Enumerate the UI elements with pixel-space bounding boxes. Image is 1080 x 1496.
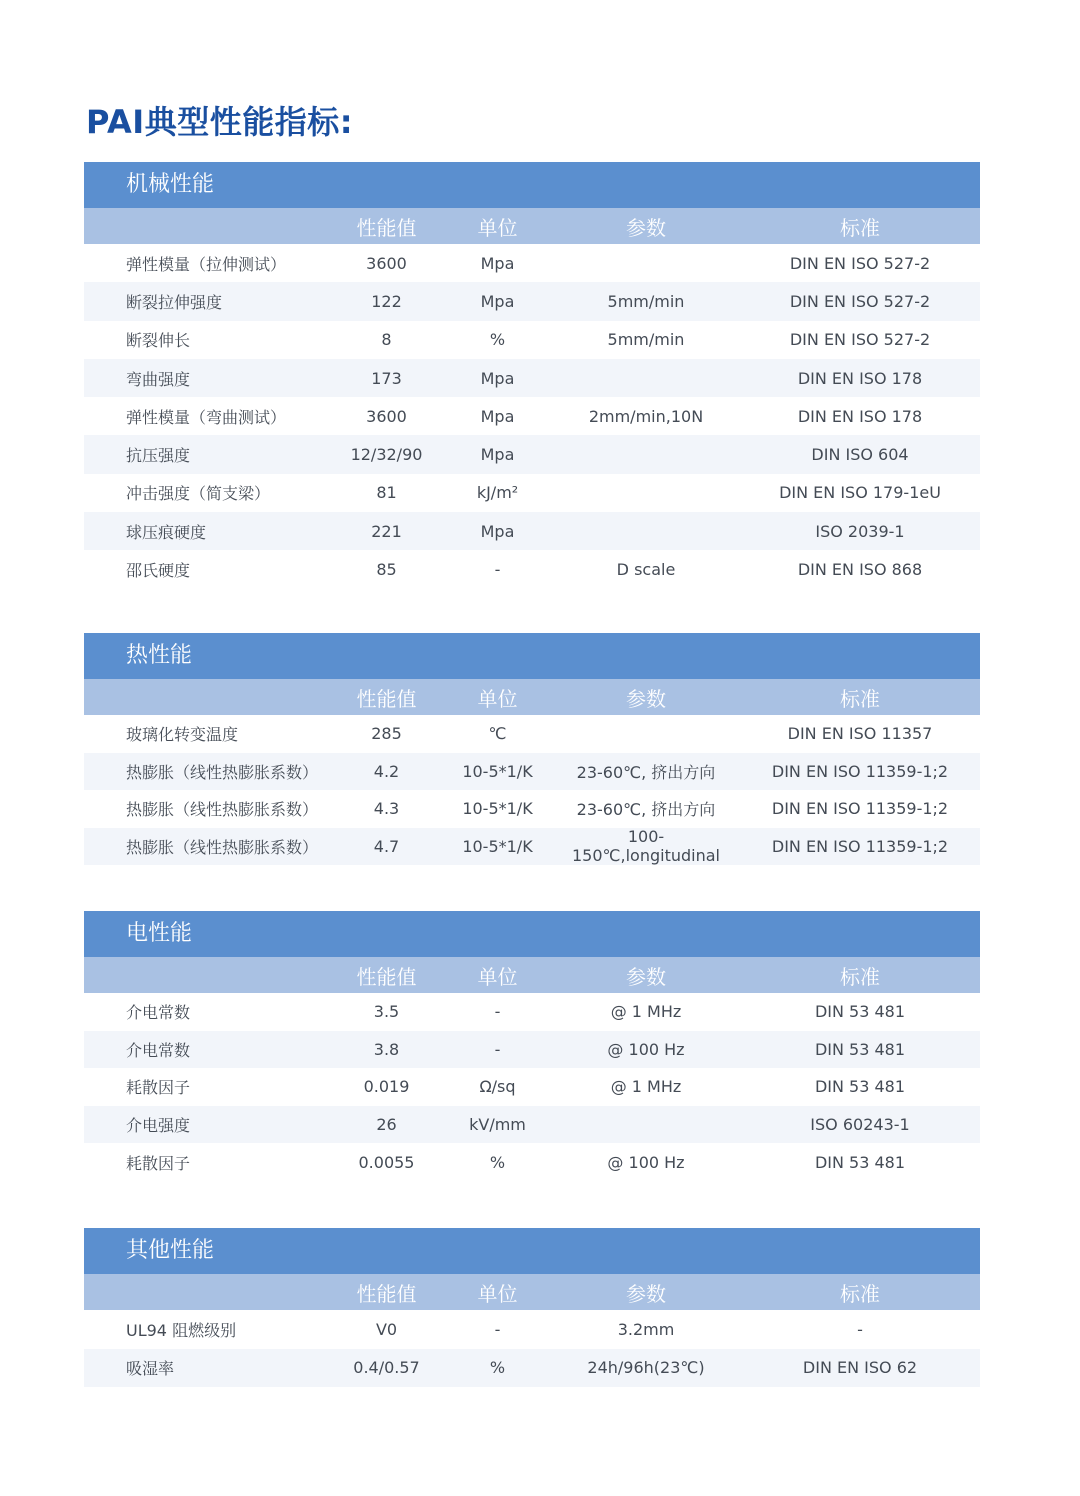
property-name: 热膨胀（线性热膨胀系数） <box>126 800 319 820</box>
standard-cell: DIN 53 481 <box>814 1152 906 1172</box>
unit-cell: ℃ <box>488 724 507 744</box>
unit-cell: kV/mm <box>469 1115 526 1135</box>
standard-cell: ISO 60243-1 <box>810 1115 910 1135</box>
table-row <box>84 1310 980 1349</box>
column-header: 参数 <box>626 686 666 711</box>
standard-cell: DIN EN ISO 527-2 <box>789 291 931 311</box>
unit-cell: Mpa <box>480 445 515 465</box>
table-row <box>84 1349 980 1388</box>
value-cell: 3600 <box>366 253 407 273</box>
value-cell: 4.3 <box>373 799 400 819</box>
parameter-cell: 100-150℃,longitudinal <box>572 827 720 866</box>
standard-cell: DIN EN ISO 11359-1;2 <box>771 799 949 819</box>
parameter-cell: @ 1 MHz <box>610 1077 682 1097</box>
column-header: 单位 <box>477 215 518 240</box>
property-name: 玻璃化转变温度 <box>126 725 239 745</box>
table-row <box>84 321 980 359</box>
table-row <box>84 244 980 282</box>
property-name: 抗压强度 <box>126 446 191 466</box>
unit-cell: 10-5*1/K <box>462 836 533 856</box>
standard-cell: DIN EN ISO 527-2 <box>789 330 931 350</box>
property-name: 弯曲强度 <box>126 369 191 389</box>
table-row <box>84 715 980 753</box>
column-header-row <box>84 957 980 993</box>
property-name: 介电强度 <box>126 1116 191 1136</box>
value-cell: 173 <box>371 368 402 388</box>
column-header: 性能值 <box>356 1281 417 1306</box>
unit-cell: Mpa <box>480 253 515 273</box>
value-cell: 85 <box>376 560 397 580</box>
property-name: 介电常数 <box>126 1003 191 1023</box>
parameter-cell: 23-60℃, 挤出方向 <box>576 800 716 820</box>
column-header-row <box>84 208 980 244</box>
unit-cell: Mpa <box>480 291 515 311</box>
unit-cell: kJ/m² <box>476 483 519 503</box>
standard-cell: DIN 53 481 <box>814 1077 906 1097</box>
property-name: 弹性模量（弯曲测试） <box>126 407 287 427</box>
value-cell: 26 <box>376 1115 397 1135</box>
value-cell: 221 <box>371 521 402 541</box>
column-header: 参数 <box>626 964 666 989</box>
property-name: 断裂伸长 <box>126 331 191 351</box>
table-row <box>84 1106 980 1144</box>
unit-cell: % <box>489 1152 506 1172</box>
property-name: 吸湿率 <box>126 1359 175 1379</box>
parameter-cell: 2mm/min,10N <box>588 406 704 426</box>
column-header: 性能值 <box>356 215 417 240</box>
property-name: 热膨胀（线性热膨胀系数） <box>126 762 319 782</box>
unit-cell: - <box>494 1319 501 1339</box>
parameter-cell: D scale <box>616 560 676 580</box>
standard-cell: ISO 2039-1 <box>815 521 905 541</box>
value-cell: 285 <box>371 724 402 744</box>
column-header: 标准 <box>840 1281 880 1306</box>
standard-cell: DIN EN ISO 527-2 <box>789 253 931 273</box>
parameter-cell: 5mm/min <box>607 330 685 350</box>
value-cell: 0.4/0.57 <box>353 1358 420 1378</box>
table-row <box>84 435 980 473</box>
unit-cell: Ω/sq <box>479 1077 516 1097</box>
table-row <box>84 790 980 828</box>
section-0 <box>84 162 980 589</box>
standard-cell: DIN EN ISO 178 <box>797 368 923 388</box>
unit-cell: Mpa <box>480 368 515 388</box>
standard-cell: DIN EN ISO 179-1eU <box>779 483 941 503</box>
unit-cell: % <box>489 1358 506 1378</box>
parameter-cell: 5mm/min <box>607 291 685 311</box>
property-name: 耗散因子 <box>126 1153 191 1173</box>
parameter-cell: 3.2mm <box>617 1319 675 1339</box>
value-cell: V0 <box>375 1319 398 1339</box>
value-cell: 4.7 <box>373 836 400 856</box>
value-cell: 0.0055 <box>358 1152 415 1172</box>
unit-cell: - <box>494 1002 501 1022</box>
column-header: 参数 <box>626 1281 666 1306</box>
standard-cell: DIN EN ISO 11357 <box>787 724 933 744</box>
table-row <box>84 753 980 791</box>
value-cell: 3.5 <box>373 1002 400 1022</box>
standard-cell: DIN EN ISO 62 <box>802 1358 918 1378</box>
property-name: 冲击强度（简支梁） <box>126 484 271 504</box>
parameter-cell: @ 100 Hz <box>607 1039 685 1059</box>
standard-cell: DIN EN ISO 11359-1;2 <box>771 836 949 856</box>
unit-cell: - <box>494 560 501 580</box>
table-row <box>84 359 980 397</box>
column-header-row <box>84 1274 980 1310</box>
standard-cell: - <box>857 1319 863 1339</box>
value-cell: 122 <box>371 291 402 311</box>
table-row <box>84 512 980 550</box>
column-header: 标准 <box>840 686 880 711</box>
column-header: 标准 <box>840 964 880 989</box>
section-title: 热性能 <box>84 633 980 679</box>
table-row <box>84 993 980 1031</box>
standard-cell: DIN 53 481 <box>814 1039 906 1059</box>
table-row <box>84 474 980 512</box>
section-title: 电性能 <box>84 911 980 957</box>
column-header: 参数 <box>626 215 666 240</box>
column-header: 性能值 <box>356 964 417 989</box>
page-title: PAI典型性能指标: <box>86 103 353 141</box>
property-name: 球压痕硬度 <box>126 522 207 542</box>
value-cell: 12/32/90 <box>350 445 423 465</box>
unit-cell: Mpa <box>480 521 515 541</box>
unit-cell: - <box>494 1039 501 1059</box>
section-title: 机械性能 <box>84 162 980 208</box>
unit-cell: 10-5*1/K <box>462 799 533 819</box>
value-cell: 0.019 <box>363 1077 410 1097</box>
property-name: 弹性模量（拉伸测试） <box>126 254 287 274</box>
standard-cell: DIN ISO 604 <box>811 445 909 465</box>
table-row <box>84 1143 980 1181</box>
value-cell: 8 <box>381 330 392 350</box>
property-name: 断裂拉伸强度 <box>126 292 223 312</box>
property-name: 介电常数 <box>126 1040 191 1060</box>
value-cell: 4.2 <box>373 761 400 781</box>
standard-cell: DIN EN ISO 868 <box>797 560 923 580</box>
parameter-cell: @ 100 Hz <box>607 1152 685 1172</box>
table-row <box>84 1068 980 1106</box>
parameter-cell: 24h/96h(23℃) <box>587 1358 705 1378</box>
standard-cell: DIN 53 481 <box>814 1002 906 1022</box>
section-3 <box>84 1228 980 1387</box>
property-name: 邵氏硬度 <box>126 561 191 581</box>
property-name: 耗散因子 <box>126 1078 191 1098</box>
section-2 <box>84 911 980 1181</box>
unit-cell: 10-5*1/K <box>462 761 533 781</box>
section-1 <box>84 633 980 865</box>
table-row <box>84 550 980 588</box>
column-header: 性能值 <box>356 686 417 711</box>
value-cell: 3.8 <box>373 1039 400 1059</box>
column-header: 单位 <box>477 1281 518 1306</box>
column-header: 标准 <box>840 215 880 240</box>
section-title: 其他性能 <box>84 1228 980 1274</box>
table-row <box>84 1031 980 1069</box>
table-row <box>84 828 980 866</box>
property-name: 热膨胀（线性热膨胀系数） <box>126 837 319 857</box>
value-cell: 81 <box>376 483 397 503</box>
table-row <box>84 397 980 435</box>
column-header: 单位 <box>477 686 518 711</box>
parameter-cell: 23-60℃, 挤出方向 <box>576 762 716 782</box>
parameter-cell: @ 1 MHz <box>610 1002 682 1022</box>
standard-cell: DIN EN ISO 178 <box>797 406 923 426</box>
unit-cell: % <box>489 330 506 350</box>
value-cell: 3600 <box>366 406 407 426</box>
table-row <box>84 282 980 320</box>
column-header: 单位 <box>477 964 518 989</box>
standard-cell: DIN EN ISO 11359-1;2 <box>771 761 949 781</box>
column-header-row <box>84 679 980 715</box>
unit-cell: Mpa <box>480 406 515 426</box>
property-name: UL94 阻燃级别 <box>126 1320 237 1340</box>
